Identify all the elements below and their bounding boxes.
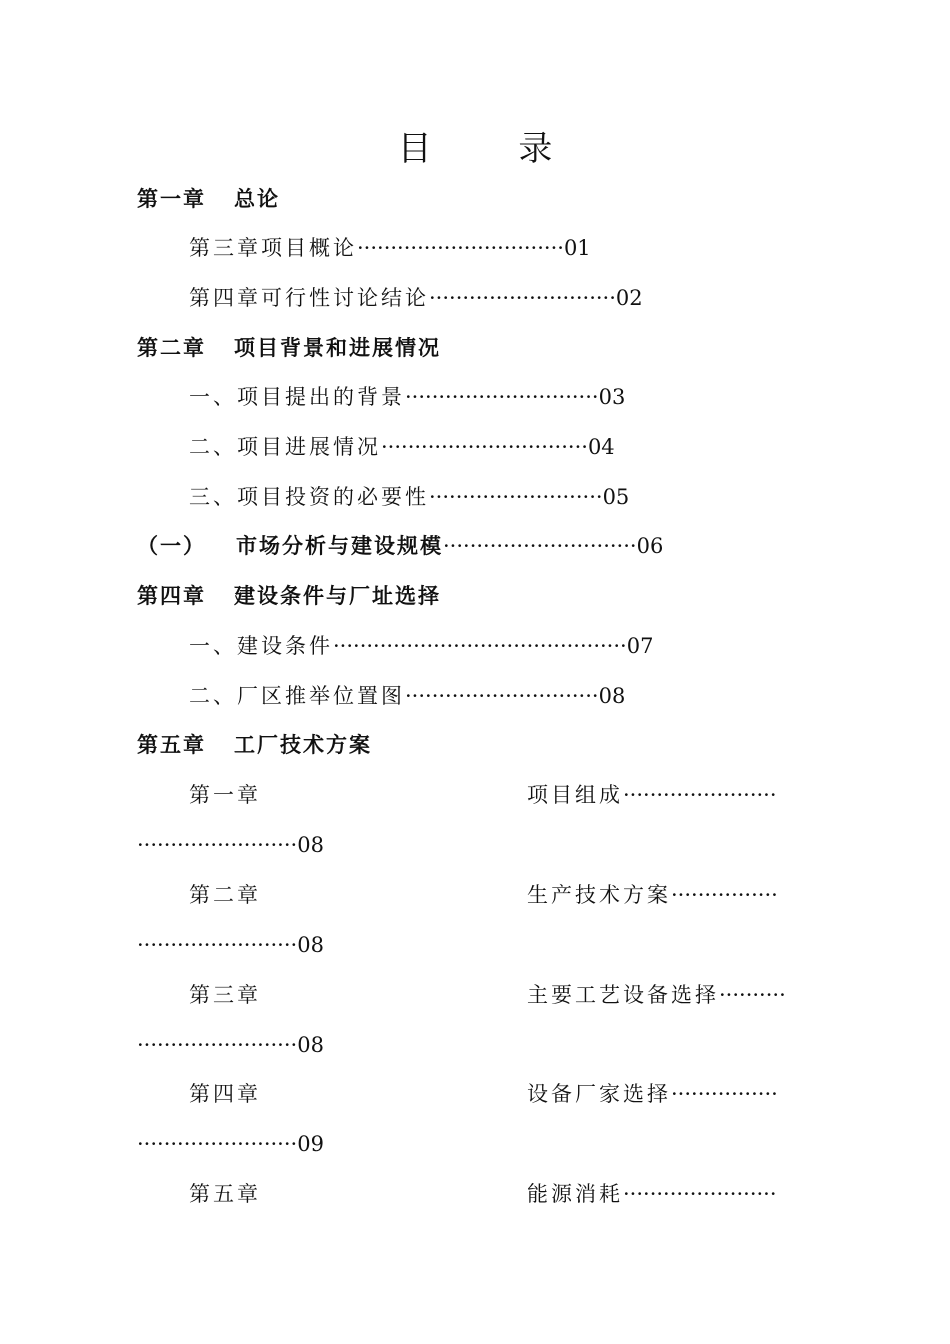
page-number: 07 [626,634,654,658]
chapter-name: 项目背景和进展情况 [234,336,441,360]
split-entry-right [527,980,786,1010]
split-entry-left: 第一章 [189,783,261,807]
split-entry-continuation [137,930,324,960]
entry-text: 能源消耗 [527,1182,623,1206]
chapter-name: 建设条件与厂址选择 [234,584,441,608]
page-number: 01 [563,236,591,260]
dot-leader: ················ [671,883,778,907]
dot-leader: ························ [137,833,298,857]
split-entry-continuation [137,1129,324,1159]
dot-leader: ···························· [429,286,616,310]
split-entry-left: 第三章 [189,983,261,1007]
split-entry-left: 第五章 [189,1182,261,1206]
entry-text: 一、项目提出的背景 [189,385,405,409]
page-number: 04 [587,435,615,459]
chapter-name: 工厂技术方案 [234,733,372,757]
split-entry-right [527,880,778,910]
entry-text: 项目组成 [527,783,623,807]
dot-leader: ····························· [405,684,599,708]
entry-text: 一、建设条件 [189,634,333,658]
section-number: （一） [137,534,206,558]
page-number: 02 [615,286,643,310]
page-number: 05 [602,485,630,509]
toc-entry [189,382,625,412]
split-entry-continuation [137,830,324,860]
entry-text: 生产技术方案 [527,883,671,907]
entry-text: 设备厂家选择 [527,1082,671,1106]
dot-leader: ······················· [623,783,777,807]
toc-entry [189,432,615,462]
dot-leader: ············································ [333,634,627,658]
dot-leader: ······························· [381,435,588,459]
entry-text: 第三章项目概论 [189,236,357,260]
chapter-name: 总论 [234,187,280,211]
split-entry-right [527,780,777,810]
dot-leader: ························ [137,933,298,957]
chapter-number: 第四章 [137,584,206,608]
dot-leader: ····························· [443,534,637,558]
dot-leader: ······················· [623,1182,777,1206]
toc-entry-bold [137,531,663,561]
page-number: 08 [598,684,626,708]
dot-leader: ················ [671,1082,778,1106]
dot-leader: ····························· [405,385,599,409]
entry-text: 主要工艺设备选择 [527,983,719,1007]
chapter-number: 第二章 [137,336,206,360]
page-number: 08 [297,833,324,857]
toc-entry [189,631,653,661]
entry-text: 二、项目进展情况 [189,435,381,459]
chapter-heading [137,333,441,363]
toc-entry [189,482,629,512]
entry-text: 二、厂区推举位置图 [189,684,405,708]
dot-leader: ······························· [357,236,564,260]
toc-entry [189,283,643,313]
toc-entry [189,681,625,711]
dot-leader: ························ [137,1132,298,1156]
dot-leader: ·········· [719,983,786,1007]
chapter-heading [137,730,372,760]
page-number: 08 [297,933,324,957]
page-number: 09 [297,1132,324,1156]
split-entry-continuation [137,1030,324,1060]
chapter-number: 第一章 [137,187,206,211]
split-entry-right [527,1179,777,1209]
chapter-number: 第五章 [137,733,206,757]
dot-leader: ·························· [429,485,603,509]
page-number: 03 [598,385,626,409]
entry-text: 第四章可行性讨论结论 [189,286,429,310]
dot-leader: ························ [137,1033,298,1057]
toc-title: 目 录 [397,129,591,169]
page-number: 08 [297,1033,324,1057]
entry-text: 三、项目投资的必要性 [189,485,429,509]
split-entry-right [527,1079,778,1109]
split-entry-left: 第四章 [189,1082,261,1106]
split-entry-left: 第二章 [189,883,261,907]
toc-entry [189,233,591,263]
section-name: 市场分析与建设规模 [236,534,443,558]
chapter-heading [137,184,280,214]
chapter-heading [137,581,441,611]
page-number: 06 [636,534,664,558]
